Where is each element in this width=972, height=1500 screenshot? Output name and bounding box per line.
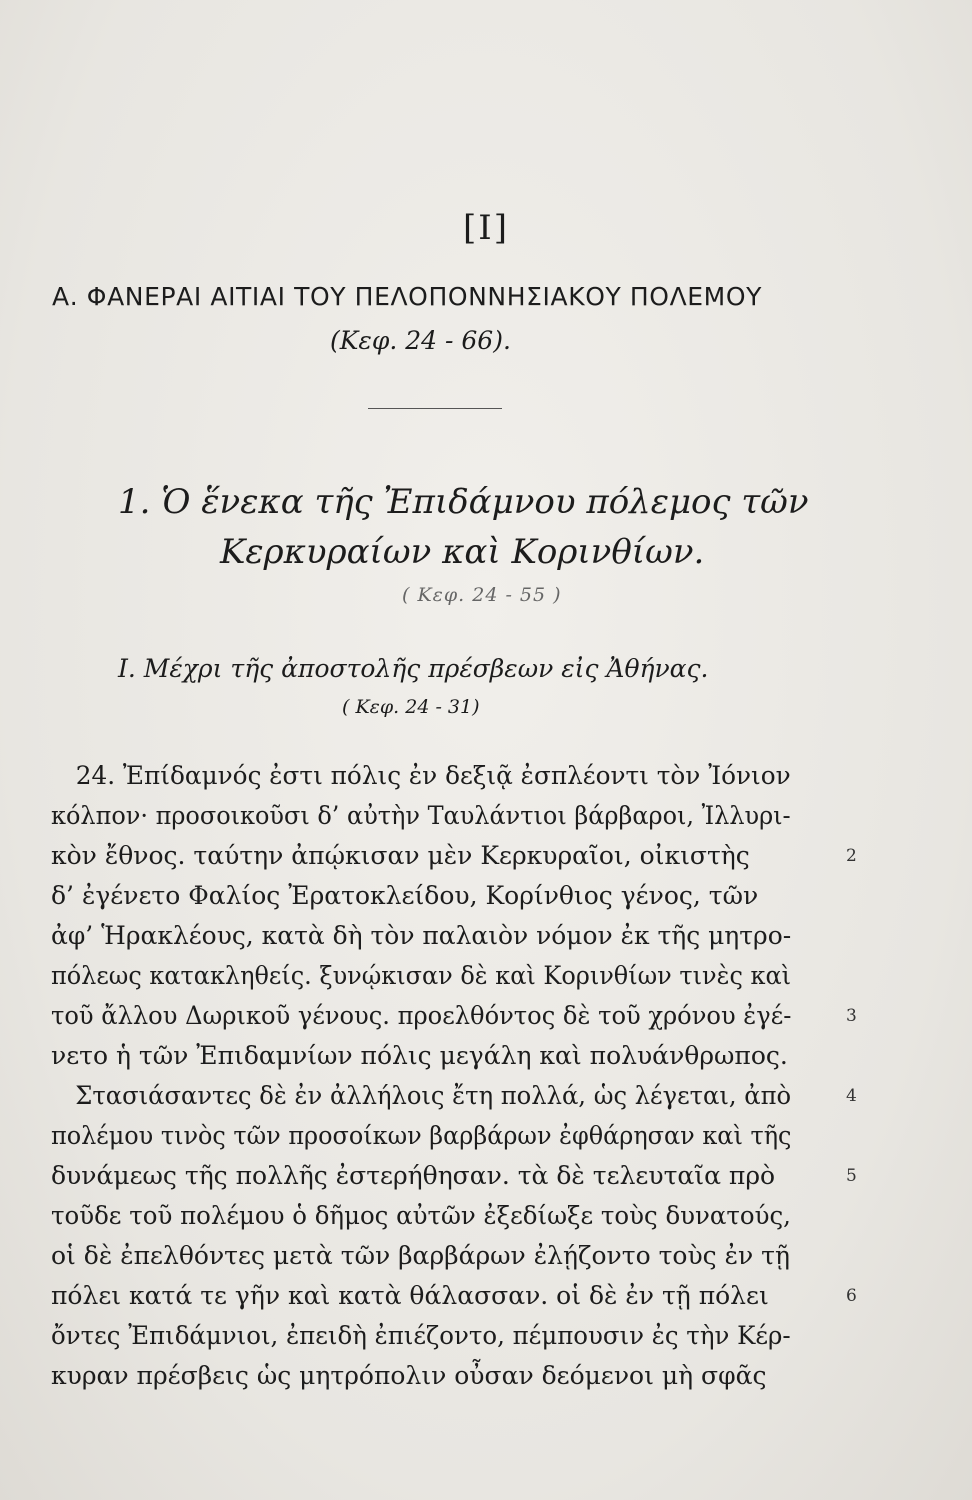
text-line-content: ἀφ’ Ἡρακλέους, κατὰ δὴ τὸν παλαιὸν νόμον ἐκ τῆς μητρο-: [51, 921, 792, 950]
part-chapter-range: (Κεφ. 24 - 66).: [330, 326, 511, 355]
subsection-chapter-range: ( Κεφ. 24 - 31): [342, 696, 480, 718]
text-line: [51, 1316, 881, 1356]
margin-paragraph-number: 6: [846, 1286, 857, 1306]
text-line: [51, 1036, 881, 1076]
text-line: [51, 796, 881, 836]
text-line: [51, 1356, 881, 1396]
text-line: [51, 1076, 881, 1116]
section-heading-line-1: 1. Ὁ ἕνεκα τῆς Ἐπιδάμνου πόλεμος τῶν: [118, 482, 809, 522]
text-line: [51, 1156, 881, 1196]
text-line: [51, 956, 881, 996]
text-line-content: τοῦ ἄλλου Δωρικοῦ γένους. προελθόντος δὲ τοῦ χρόνου ἐγέ-: [51, 1001, 792, 1030]
section-heading-line-2: Κερκυραίων καὶ Κορινθίων.: [220, 532, 705, 572]
text-line: [51, 996, 881, 1036]
text-line-content: κυραν πρέσβεις ὡς μητρόπολιν οὖσαν δεόμενοι μὴ σφᾶς: [51, 1361, 767, 1390]
body-text: [51, 756, 881, 1396]
text-line-content: οἱ δὲ ἐπελθόντες μετὰ τῶν βαρβάρων ἐλῄζοντο τοὺς ἐν τῇ: [51, 1241, 790, 1270]
text-line: [51, 1116, 881, 1156]
text-line: [51, 916, 881, 956]
text-line-content: Στασιάσαντες δὲ ἐν ἀλλήλοις ἔτη πολλά, ὡς λέγεται, ἀπὸ: [75, 1081, 792, 1110]
text-line-content: δ’ ἐγένετο Φαλίος Ἐρατοκλείδου, Κορίνθιος γένος, τῶν: [51, 881, 759, 910]
text-line-content: πολέμου τινὸς τῶν προσοίκων βαρβάρων ἐφθάρησαν καὶ τῆς: [51, 1121, 792, 1150]
text-line-content: κὸν ἔθνος. ταύτην ἀπῴκισαν μὲν Κερκυραῖοι, οἰκιστὴς: [51, 841, 750, 870]
separator-rule: [368, 408, 502, 409]
subsection-heading: Ι. Μέχρι τῆς ἀποστολῆς πρέσβεων εἰς Ἀθήνας.: [118, 654, 709, 683]
text-line: [51, 836, 881, 876]
text-line-content: πόλεως κατακληθείς. ξυνῴκισαν δὲ καὶ Κορινθίων τινὲς καὶ: [51, 961, 792, 990]
margin-paragraph-number: 4: [846, 1086, 857, 1106]
margin-paragraph-number: 5: [846, 1166, 857, 1186]
text-line: [51, 1276, 881, 1316]
text-line-content: κόλπον· προσοικοῦσι δ’ αὐτὴν Ταυλάντιοι βάρβαροι, Ἰλλυρι-: [51, 801, 791, 830]
text-line: [51, 876, 881, 916]
chapter-roman-numeral: [Ι]: [463, 208, 509, 248]
part-heading: Α. ΦΑΝΕΡΑΙ ΑΙΤΙΑΙ ΤΟΥ ΠΕΛΟΠΟΝΝΗΣΙΑΚΟΥ ΠΟΛΕΜΟΥ: [52, 282, 762, 311]
section-chapter-range: ( Κεφ. 24 - 55 ): [402, 584, 562, 606]
text-line-content: δυνάμεως τῆς πολλῆς ἐστερήθησαν. τὰ δὲ τελευταῖα πρὸ: [51, 1161, 776, 1190]
text-line: [51, 1236, 881, 1276]
text-line-content: πόλει κατά τε γῆν καὶ κατὰ θάλασσαν. οἱ δὲ ἐν τῇ πόλει: [51, 1281, 769, 1310]
text-line-content: νετο ἡ τῶν Ἐπιδαμνίων πόλις μεγάλη καὶ πολυάνθρωπος.: [51, 1041, 788, 1070]
margin-paragraph-number: 3: [846, 1006, 857, 1026]
text-line: [51, 756, 881, 796]
text-line-content: 24. Ἐπίδαμνός ἐστι πόλις ἐν δεξιᾷ ἐσπλέοντι τὸν Ἰόνιον: [75, 761, 791, 790]
text-line: [51, 1196, 881, 1236]
margin-paragraph-number: 2: [846, 846, 857, 866]
text-line-content: τοῦδε τοῦ πολέμου ὁ δῆμος αὐτῶν ἐξεδίωξε τοὺς δυνατούς,: [51, 1201, 791, 1230]
text-line-content: ὄντες Ἐπιδάμνιοι, ἐπειδὴ ἐπιέζοντο, πέμπουσιν ἐς τὴν Κέρ-: [51, 1321, 791, 1350]
